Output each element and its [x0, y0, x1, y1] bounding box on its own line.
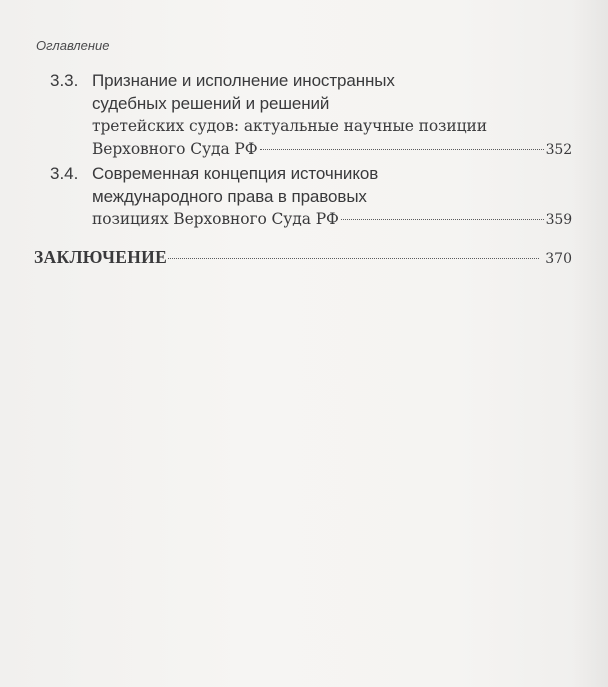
- running-head: Оглавление: [36, 38, 110, 53]
- toc-entry-line: позициях Верховного Суда РФ: [92, 210, 339, 228]
- toc-entry-number: 3.4.: [50, 164, 79, 183]
- toc-entry-last-line: [92, 138, 572, 162]
- toc-entry-line: Признание и исполнение иностранных: [92, 71, 395, 90]
- spine-shadow: [572, 0, 608, 687]
- toc-entry-3-3[interactable]: [50, 70, 572, 162]
- toc-page-number[interactable]: 359: [545, 212, 572, 228]
- toc-page-number[interactable]: 352: [545, 141, 572, 158]
- toc-entry-line: судебных решений и решений: [92, 93, 330, 113]
- toc-entry-last-line: [92, 208, 572, 232]
- toc-entry-line: международного права в правовых: [92, 186, 367, 206]
- conclusion-title: ЗАКЛЮЧЕНИЕ: [34, 247, 168, 267]
- dot-leader: [260, 149, 544, 150]
- dot-leader: [341, 219, 544, 220]
- toc-entry-number: 3.3.: [50, 71, 79, 90]
- toc-entry-title: [92, 163, 572, 232]
- toc-page-number[interactable]: 370: [545, 251, 572, 267]
- toc-entry-conclusion[interactable]: [34, 247, 572, 268]
- toc-entry-line: Верховного Суда РФ: [92, 139, 258, 158]
- toc-entry-3-4[interactable]: [50, 163, 572, 233]
- dot-leader: [168, 258, 539, 259]
- toc-entry-line: Современная концепция источников: [92, 164, 379, 183]
- toc-entry-title: [92, 70, 572, 161]
- toc-entry-line: третейских судов: актуальные научные позиции: [92, 117, 487, 135]
